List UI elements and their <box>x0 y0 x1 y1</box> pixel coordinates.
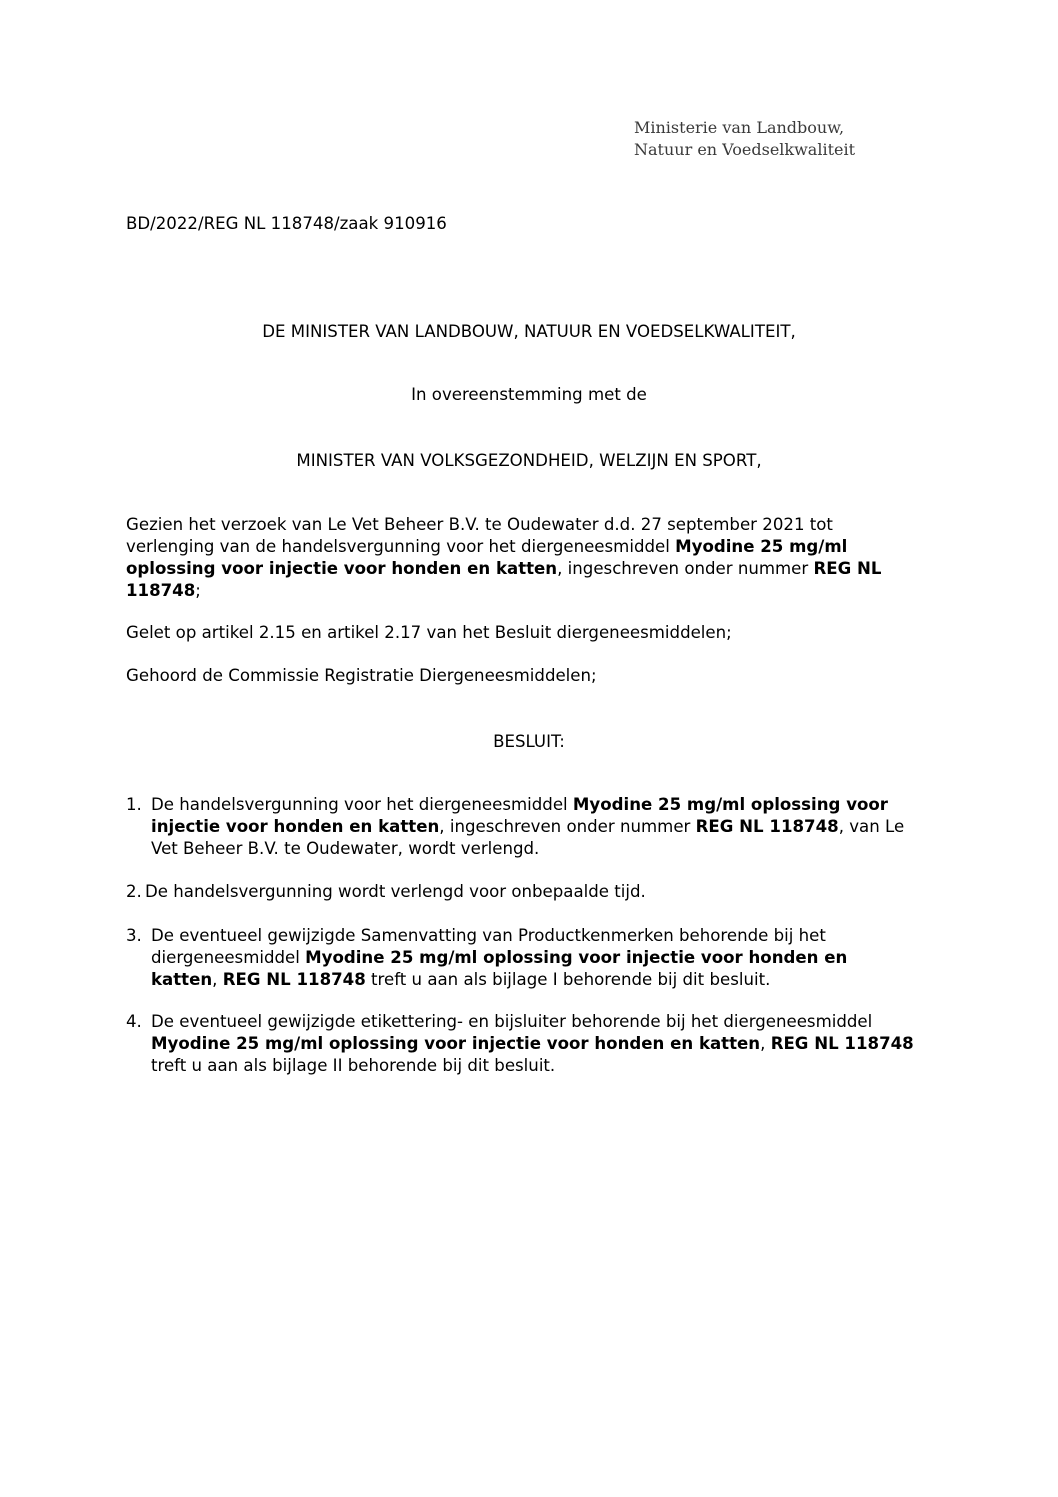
decision-item-2 <box>126 881 916 903</box>
second-minister-heading: MINISTER VAN VOLKSGEZONDHEID, WELZIJN EN SPORT, <box>296 451 762 470</box>
item-number: 3. <box>126 926 142 945</box>
item-reg-number: REG NL 118748 <box>695 817 839 836</box>
gezien-product-name: Myodine 25 mg/ml oplossing voor injectie voor honden en katten <box>126 537 848 578</box>
minister-heading: DE MINISTER VAN LANDBOUW, NATUUR EN VOEDSELKWALITEIT, <box>262 322 796 341</box>
item-text-2: , ingeschreven onder nummer <box>439 817 696 836</box>
item-text <box>151 1011 916 1077</box>
item-text-1: De handelsvergunning voor het diergeneesmiddel <box>151 795 573 814</box>
item-reg-number: REG NL 118748 <box>770 1034 914 1053</box>
item-product-name: Myodine 25 mg/ml oplossing voor injectie voor honden en katten <box>151 795 888 836</box>
item-product-name: Myodine 25 mg/ml oplossing voor injectie voor honden en katten <box>151 948 848 989</box>
item-text-2: , <box>212 970 223 989</box>
gezien-paragraph <box>126 514 916 602</box>
item-text-1: De eventueel gewijzigde etikettering- en bijsluiter behorende bij het diergeneesmiddel <box>151 1012 873 1031</box>
item-text: De handelsvergunning wordt verlengd voor onbepaalde tijd. <box>145 882 646 901</box>
decision-item-3 <box>126 925 916 991</box>
item-product-name: Myodine 25 mg/ml oplossing voor injectie voor honden en katten <box>151 1034 761 1053</box>
item-text-3: treft u aan als bijlage I behorende bij dit besluit. <box>365 970 771 989</box>
item-reg-number: REG NL 118748 <box>222 970 366 989</box>
gelet-paragraph: Gelet op artikel 2.15 en artikel 2.17 van het Besluit diergeneesmiddelen; <box>126 623 732 642</box>
decision-item-4 <box>126 1011 916 1077</box>
gehoord-paragraph: Gehoord de Commissie Registratie Diergeneesmiddelen; <box>126 666 597 685</box>
item-text-1: De eventueel gewijzigde Samenvatting van Productkenmerken behorende bij het diergeneesmiddel <box>151 926 826 967</box>
item-text-3: treft u aan als bijlage II behorende bij dit besluit. <box>151 1056 556 1075</box>
gezien-text-3: ; <box>195 581 201 600</box>
item-text-2: , <box>760 1034 771 1053</box>
besluit-heading: BESLUIT: <box>493 732 565 751</box>
gezien-text-2: , ingeschreven onder nummer <box>557 559 814 578</box>
item-number: 1. <box>126 795 142 814</box>
decision-item-1 <box>126 794 916 860</box>
ministry-letterhead <box>634 117 855 161</box>
item-number: 4. <box>126 1012 142 1031</box>
item-text <box>151 925 916 991</box>
item-text <box>151 794 916 860</box>
letterhead-line-2: Natuur en Voedselkwaliteit <box>634 140 856 159</box>
item-text-3: , van Le Vet Beheer B.V. te Oudewater, wordt verlengd. <box>151 817 905 858</box>
gezien-reg-number: REG NL 118748 <box>126 559 882 600</box>
agreement-line: In overeenstemming met de <box>411 385 647 404</box>
document-reference: BD/2022/REG NL 118748/zaak 910916 <box>126 214 447 233</box>
letterhead-line-1: Ministerie van Landbouw, <box>634 118 845 137</box>
gezien-text-1: Gezien het verzoek van Le Vet Beheer B.V. te Oudewater d.d. 27 september 2021 tot verlenging van de handelsvergunning voor het diergeneesmiddel <box>126 515 833 556</box>
item-number: 2. <box>126 882 142 901</box>
